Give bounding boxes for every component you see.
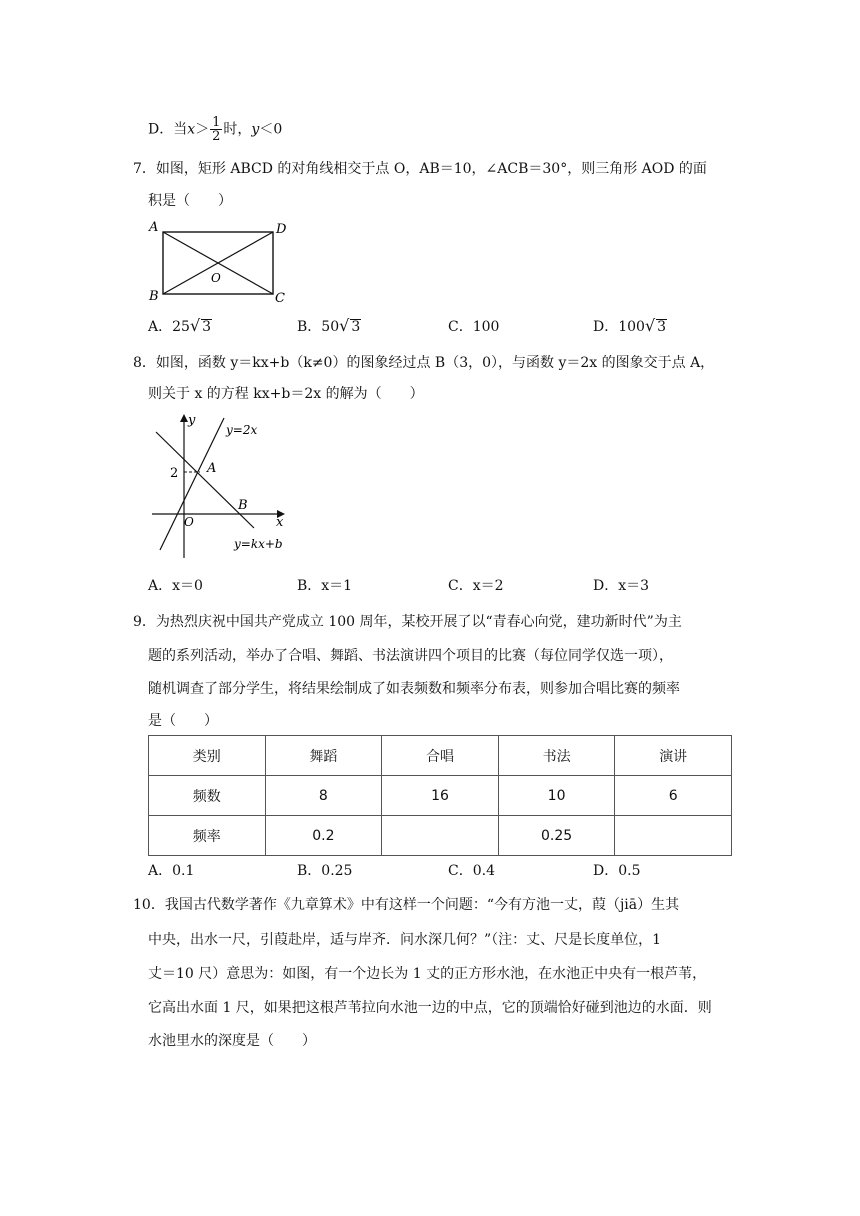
table-cell: 0.2	[265, 816, 382, 856]
q10-stem-line4: 它高出水面 1 尺，如果把这根芦苇拉向水池一边的中点，它的顶端恰好碰到池边的水面．则	[148, 1000, 712, 1016]
radical-icon: √	[189, 316, 201, 335]
q7-option-a[interactable]	[148, 316, 212, 336]
q10-stem-line5: 水池里水的深度是（ ）	[148, 1033, 316, 1049]
table-cell: 频数	[149, 776, 266, 816]
q9-frequency-table	[148, 735, 732, 856]
table-cell	[382, 816, 499, 856]
q6-option-d-label: D．当	[148, 121, 188, 138]
line-y-2x	[160, 418, 224, 550]
q10-stem-line1: 10．我国古代数学著作《九章算术》中有这样一个问题：“今有方池一丈，葭（jiā）生其	[133, 897, 680, 913]
q7-stem-line2: 积是（ ）	[148, 193, 232, 209]
q9-stem-line1: 9．为热烈庆祝中国共产党成立 100 周年，某校开展了以“青春心向党，建功新时代”为主	[133, 614, 682, 630]
label-line-kxb: y=kx+b	[234, 537, 283, 551]
table-row	[149, 816, 732, 856]
table-cell: 6	[615, 776, 732, 816]
table-row	[149, 776, 732, 816]
q9-option-a[interactable]: A．0.1	[148, 863, 195, 879]
table-cell: 频率	[149, 816, 266, 856]
q7-stem-line1: 7．如图，矩形 ABCD 的对角线相交于点 O，AB＝10，∠ACB＝30°，则三角形 AOD 的面	[133, 161, 707, 177]
table-cell: 书法	[498, 736, 615, 776]
label-b: B	[149, 289, 159, 304]
table-cell: 16	[382, 776, 499, 816]
label-point-b: B	[238, 498, 248, 513]
label-d: D	[276, 222, 287, 237]
q8-option-a[interactable]: A．x＝0	[148, 578, 203, 594]
q7-option-b[interactable]	[297, 316, 361, 336]
y-axis-arrow-icon	[180, 414, 188, 422]
q8-option-c[interactable]: C．x＝2	[448, 578, 504, 594]
q6-var-y: y	[251, 121, 260, 138]
table-cell: 0.25	[498, 816, 615, 856]
q7-option-b-label: B．	[297, 319, 322, 335]
q6-fraction	[210, 116, 222, 143]
radical-icon: √	[644, 316, 656, 335]
q8-option-b[interactable]: B．x＝1	[297, 578, 353, 594]
table-cell: 演讲	[615, 736, 732, 776]
q7-option-d-coef: 100	[618, 319, 645, 335]
q9-option-d[interactable]: D．0.5	[593, 863, 641, 879]
table-cell: 10	[498, 776, 615, 816]
q7-option-b-radicand: 3	[351, 319, 361, 335]
q9-stem-line3: 随机调查了部分学生，将结果绘制成了如表频数和频率分布表，则参加合唱比赛的频率	[148, 681, 680, 697]
q7-option-c[interactable]	[448, 316, 499, 336]
q6-end: ＜0	[259, 121, 283, 138]
label-o: O	[211, 271, 221, 285]
label-origin: O	[184, 515, 194, 529]
q9-option-c[interactable]: C．0.4	[448, 863, 495, 879]
q6-var-x: x	[187, 121, 196, 138]
q7-option-a-coef: 25	[172, 319, 190, 335]
label-point-a: A	[207, 461, 217, 476]
table-cell	[615, 816, 732, 856]
q9-stem-line4: 是（ ）	[148, 713, 218, 729]
q8-function-graph	[150, 410, 295, 560]
q6-frac-den: 2	[212, 129, 221, 144]
q8-option-d[interactable]: D．x＝3	[593, 578, 650, 594]
q7-option-c-label: C．	[448, 319, 473, 335]
label-x: x	[276, 515, 284, 530]
label-a: A	[149, 220, 159, 235]
q7-option-a-label: A．	[148, 319, 173, 335]
table-cell: 8	[265, 776, 382, 816]
label-c: C	[275, 291, 285, 306]
q6-gt: ＞	[195, 121, 210, 138]
q7-option-c-value: 100	[472, 319, 500, 335]
table-cell: 合唱	[382, 736, 499, 776]
tick-label-2: 2	[170, 466, 179, 481]
q7-option-d-radicand: 3	[657, 319, 667, 335]
q8-stem-line2: 则关于 x 的方程 kx+b＝2x 的解为（ ）	[148, 386, 424, 402]
q7-option-a-radicand: 3	[202, 319, 212, 335]
q7-option-d-label: D．	[593, 319, 619, 335]
radical-icon: √	[339, 316, 350, 335]
label-y: y	[188, 413, 196, 428]
q7-option-b-coef: 50	[321, 319, 340, 335]
q6-option-d[interactable]	[148, 116, 282, 143]
table-cell: 类别	[149, 736, 266, 776]
q7-rectangle-figure	[145, 218, 295, 306]
q6-tail: 时，	[223, 121, 252, 138]
q9-stem-line2: 题的系列活动，举办了合唱、舞蹈、书法演讲四个项目的比赛（每位同学仅选一项），	[148, 648, 673, 664]
label-line-2x: y=2x	[226, 423, 258, 437]
q6-frac-num: 1	[212, 115, 221, 130]
table-cell: 舞蹈	[265, 736, 382, 776]
table-row	[149, 736, 732, 776]
q10-stem-line3: 丈＝10 尺）意思为：如图，有一个边长为 1 丈的正方形水池，在水池正中央有一根芦苇，	[148, 966, 707, 982]
q9-option-b[interactable]: B．0.25	[297, 863, 353, 879]
q7-option-d[interactable]	[593, 316, 667, 336]
q10-stem-line2: 中央，出水一尺，引葭赴岸，适与岸齐．问水深几何？”（注：丈、尺是长度单位，1	[148, 932, 662, 948]
q8-stem-line1: 8．如图，函数 y＝kx+b（k≠0）的图象经过点 B（3，0），与函数 y＝2x 的图象交于点 A，	[133, 355, 715, 371]
